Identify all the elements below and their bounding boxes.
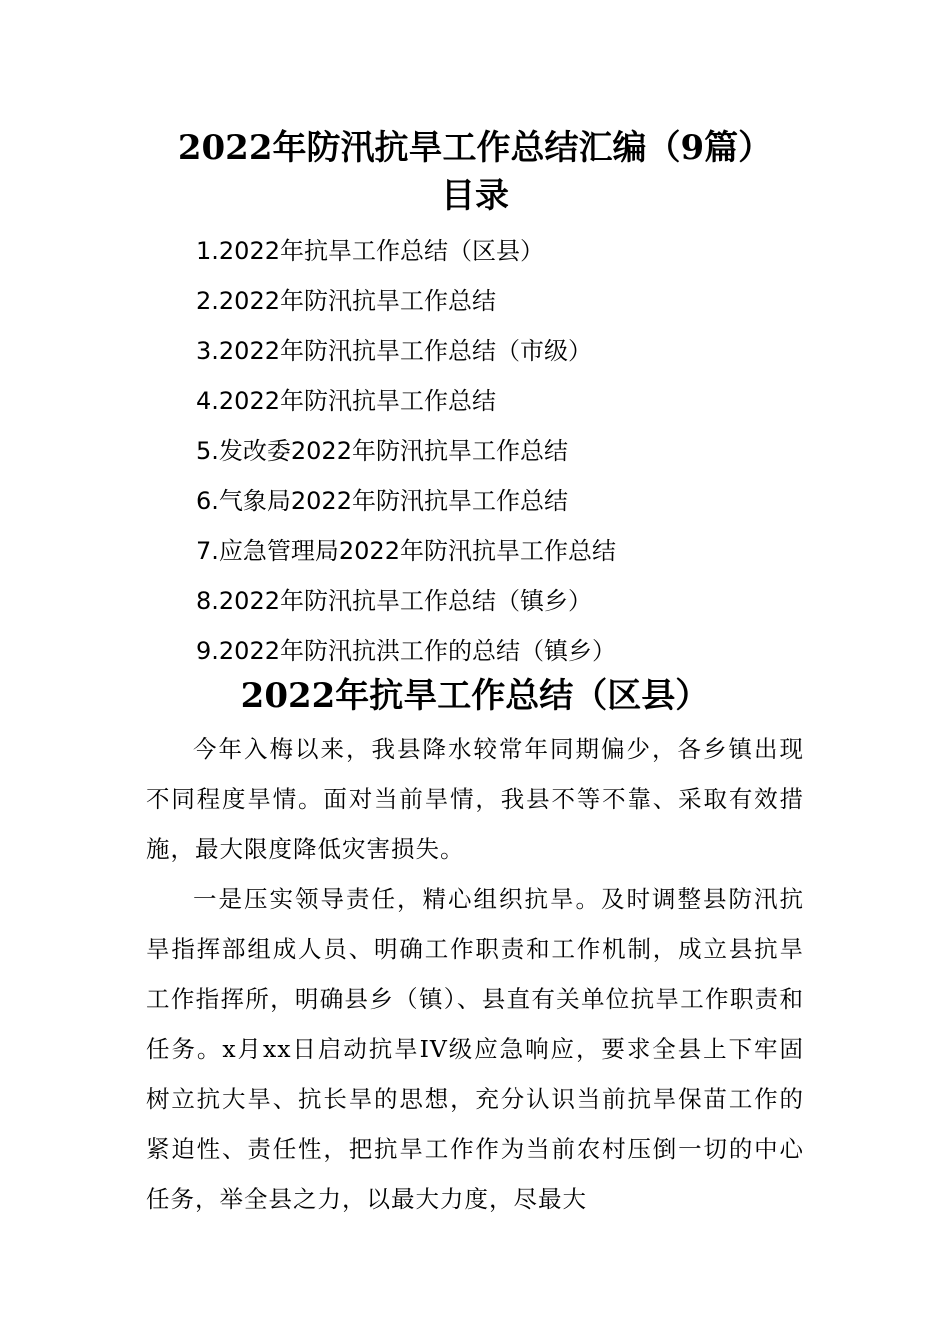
toc-heading: 目录 — [441, 176, 509, 216]
section-title: 2022年抗旱工作总结（区县） — [240, 676, 710, 716]
toc-item[interactable]: 3.2022年防汛抗旱工作总结（市级） — [196, 337, 592, 365]
toc-item[interactable]: 4.2022年防汛抗旱工作总结 — [196, 387, 496, 415]
toc-item[interactable]: 1.2022年抗旱工作总结（区县） — [196, 237, 544, 265]
body-paragraph: 一是压实领导责任，精心组织抗旱。及时调整县防汛抗旱指挥部组成人员、明确工作职责和工作机制，成立县抗旱工作指挥所，明确县乡（镇）、县直有关单位抗旱工作职责和任务。x月xx日启动抗旱IV级应急响应，要求全县上下牢固树立抗大旱、抗长旱的思想，充分认识当前抗旱保苗工作的紧迫性、责任性，把抗旱工作作为当前农村压倒一切的中心任务，举全县之力，以最大力度，尽最大 — [146, 885, 804, 1213]
toc-item[interactable]: 5.发改委2022年防汛抗旱工作总结 — [196, 437, 568, 465]
toc-item[interactable]: 2.2022年防汛抗旱工作总结 — [196, 287, 496, 315]
toc-item[interactable]: 6.气象局2022年防汛抗旱工作总结 — [196, 487, 568, 515]
toc-item[interactable]: 8.2022年防汛抗旱工作总结（镇乡） — [196, 587, 592, 615]
body-paragraph: 今年入梅以来，我县降水较常年同期偏少，各乡镇出现不同程度旱情。面对当前旱情，我县不等不靠、采取有效措施，最大限度降低灾害损失。 — [146, 735, 804, 863]
toc-item[interactable]: 9.2022年防汛抗洪工作的总结（镇乡） — [196, 637, 616, 665]
toc-item[interactable]: 7.应急管理局2022年防汛抗旱工作总结 — [196, 537, 616, 565]
document-title: 2022年防汛抗旱工作总结汇编（9篇） — [177, 128, 773, 168]
table-of-contents — [196, 226, 616, 676]
